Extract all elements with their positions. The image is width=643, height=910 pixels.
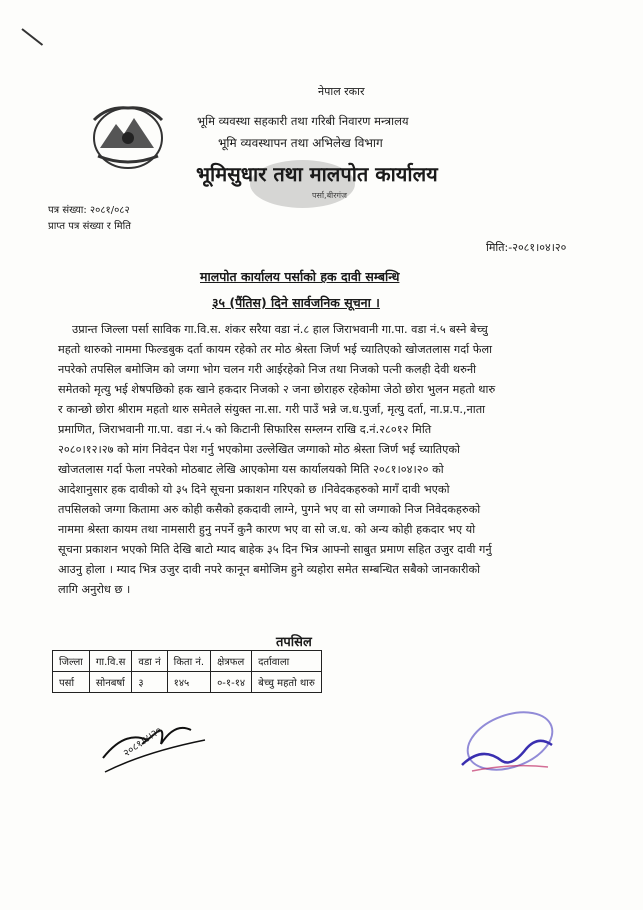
- nepal-emblem-logo: [88, 100, 168, 172]
- table-header-cell: क्षेत्रफल: [211, 651, 252, 672]
- body-line: तपसिलको जग्गा कितामा अरु कोही कसैको हकदावी लाग्ने, पुगने भए वा सो जग्गाको निज निवेदकहरुको: [58, 503, 481, 516]
- body-line: लागि अनुरोध छ ।: [58, 583, 131, 596]
- body-line: २०८०।१२।२७ को मांग निवेदन पेश गर्नु भएकोमा उल्लेखित जग्गाको मोठ श्रेस्ता जिर्ण भई च्यातिएको: [58, 443, 460, 456]
- table-header-cell: किता नं.: [167, 651, 210, 672]
- body-line: समेतको मृत्यु भई शेषपछिको हक खाने हकदार निजको २ जना छोराहरु रहेकोमा जेठो छोरा भुलन महतो थारु: [58, 383, 496, 396]
- office-stamp-signature: [452, 705, 562, 785]
- header-country: नेपाल रकार: [318, 85, 365, 98]
- land-details-table: [52, 650, 322, 693]
- header-department: भूमि व्यवस्थापन तथा अभिलेख विभाग: [218, 136, 383, 150]
- body-line: र कान्छो छोरा श्रीराम महतो थारु समेतले संयुक्त ना.सा. गरी पाउँ भन्ने ज.ध.पुर्जा, मृत्यु दर्ता, ना.प्र.प.,नाता: [58, 403, 486, 416]
- table-cell: सोनबर्षा: [89, 672, 132, 693]
- table-header-cell: दर्तावाला: [252, 651, 322, 672]
- body-line: सूचना प्रकाशन भएको मिति देखि बाटो म्याद बाहेक ३५ दिन भित्र आफ्नो साबुत प्रमाण सहित उजुर दावी गर्नु: [58, 543, 492, 556]
- office-place: पर्सा,बीरगंज: [312, 191, 347, 200]
- table-row: [53, 672, 322, 693]
- table-header-cell: जिल्ला: [53, 651, 90, 672]
- body-line: महतो थारुको नाममा फिल्डबुक दर्ता कायम रहेको तर मोठ श्रेस्ता जिर्ण भई च्यातिएको खोजतलास गर्दा फेला: [58, 343, 493, 356]
- body-line: नपरेको तपसिल बमोजिम को जग्गा भोग चलन गरी आईरहेको निज तथा निजको पत्नी कलही देवी थरुनी: [58, 363, 477, 376]
- body-line: आउनु होला । म्याद भित्र उजुर दावी नपरे कानून बमोजिम हुने व्यहोरा समेत सम्बन्धित सबैको जानकारीको: [58, 563, 481, 576]
- body-line: खोजतलास गर्दा फेला नपरेको मोठबाट लेखि आएकोमा यस कार्यालयको मिति २०८१।०४।२० को: [58, 463, 444, 476]
- office-title: भूमिसुधार तथा मालपोत कार्यालय: [196, 162, 438, 186]
- pen-mark: [21, 28, 43, 46]
- table-cell: १४५: [167, 672, 210, 693]
- notice-date: मिति:-२०८१।०४।२०: [486, 241, 567, 254]
- body-line: नाममा श्रेस्ता कायम तथा नामसारी हुनु नपर्ने कुनै कारण भए वा सो ज.ध. को अन्य कोही हकदार भए यो: [58, 523, 476, 536]
- table-header-cell: वडा नं: [132, 651, 167, 672]
- table-cell: पर्सा: [53, 672, 90, 693]
- body-line: आदेशानुसार हक दावीको यो ३५ दिने सूचना प्रकाशन गरिएको छ ।निवेदकहरुको मागँ दावी भएको: [58, 483, 450, 496]
- table-header-cell: गा.वि.स: [89, 651, 132, 672]
- table-cell: बेच्चु महतो थारु: [252, 672, 322, 693]
- table-cell: ०-१-१४: [211, 672, 252, 693]
- official-signature: [95, 710, 225, 780]
- notice-subtitle: ३५ (पैंतिस) दिने सार्वजनिक सूचना ।: [212, 295, 380, 310]
- received-letter-ref: प्राप्त पत्र संख्या र मिति: [48, 221, 131, 232]
- signature-date: २०८१।४।२०: [121, 725, 165, 760]
- letter-number: पत्र संख्या: २०८१/०८२: [48, 205, 130, 216]
- table-header-row: [53, 651, 322, 672]
- table-title: तपसिल: [276, 635, 312, 650]
- body-line: प्रमाणित, जिराभवानी गा.पा. वडा नं.५ को किटानी सिफारिस सम्लग्न राखि द.नं.२८०१२ मिति: [58, 423, 432, 436]
- header-ministry: भूमि व्यवस्था सहकारी तथा गरिबी निवारण मन्त्रालय: [197, 114, 409, 128]
- table-cell: ३: [132, 672, 167, 693]
- body-line: उप्रान्त जिल्ला पर्सा साविक गा.वि.स. शंकर सरैया वडा नं.८ हाल जिराभवानी गा.पा. वडा नं.५ बस्ने बेच्चु: [72, 323, 488, 336]
- notice-title: मालपोत कार्यालय पर्साको हक दावी सम्बन्धि: [200, 269, 400, 284]
